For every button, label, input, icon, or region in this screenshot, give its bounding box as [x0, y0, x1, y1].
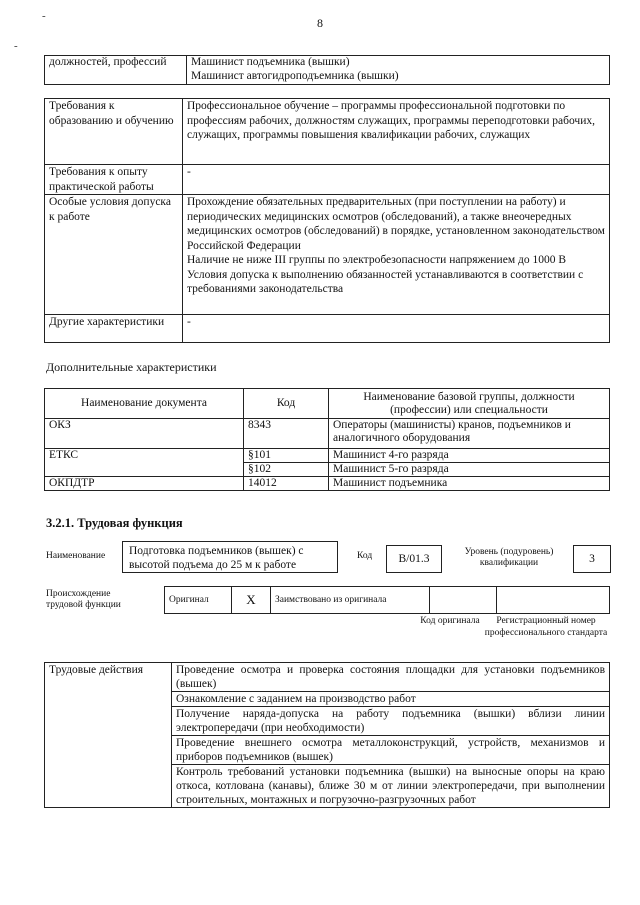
- req-line: Условия допуска к выполнению обязанностей устанавливаются в соответствии с требованиями законодательства: [187, 268, 584, 295]
- code-label: Код: [357, 551, 373, 561]
- margin-mark: -: [14, 40, 18, 52]
- req-label: Особые условия допуска к работе: [45, 195, 183, 315]
- original-label: Оригинал: [165, 587, 232, 614]
- code-cell: 8343: [244, 419, 329, 449]
- col-header: Наименование базовой группы, должности (профессии) или специальности: [329, 389, 610, 419]
- doc-cell: ЕТКС: [45, 449, 244, 477]
- req-line: Прохождение обязательных предварительных (при поступлении на работу) и периодических медицинских осмотров (обследований), а также внеочередных медицинских осмотров (обследований) в порядке, установленном законодательством Российской Федерации: [187, 196, 605, 252]
- caption-reg: Регистрационный номер профессионального стандарта: [484, 616, 608, 638]
- req-label: Требования к опыту практической работы: [45, 165, 183, 195]
- origin-code-cell: [430, 587, 497, 614]
- additional-table: [44, 388, 610, 491]
- origin-reg-cell: [497, 587, 610, 614]
- code-cell: §102: [244, 463, 329, 477]
- professions-table: [44, 55, 610, 85]
- additional-title: Дополнительные характеристики: [46, 360, 217, 374]
- doc-cell: ОКПДТР: [45, 477, 244, 491]
- req-label: Другие характеристики: [45, 315, 183, 343]
- action-item: Проведение осмотра и проверка состояния площадки для установки подъемников (вышек): [172, 663, 610, 692]
- professions-values: [187, 56, 610, 85]
- name-cell: Машинист 4-го разряда: [329, 449, 610, 463]
- action-item: Ознакомление с заданием на производство работ: [172, 692, 610, 707]
- action-item: Получение наряда-допуска на работу подъемника (вышки) вблизи линии электропередачи (при необходимости): [172, 707, 610, 736]
- req-value: -: [183, 315, 610, 343]
- action-item: Проведение внешнего осмотра металлоконструкций, устройств, механизмов и приборов подъемников (вышек): [172, 736, 610, 765]
- origin-table: [164, 586, 610, 614]
- col-header: Наименование документа: [45, 389, 244, 419]
- code-cell: 14012: [244, 477, 329, 491]
- level-label: Уровень (подуровень) квалификации: [464, 547, 554, 568]
- name-cell: Машинист подъемника: [329, 477, 610, 491]
- req-value: -: [183, 165, 610, 195]
- profession-item: Машинист подъемника (вышки): [191, 56, 350, 68]
- actions-table: [44, 662, 610, 808]
- origin-label: Происхождение трудовой функции: [46, 589, 121, 610]
- function-heading: 3.2.1. Трудовая функция: [46, 516, 183, 530]
- name-cell: Машинист 5-го разряда: [329, 463, 610, 477]
- req-line: Наличие не ниже III группы по электробезопасности напряжением до 1000 В: [187, 254, 566, 266]
- page-number: 8: [317, 16, 323, 30]
- function-code: В/01.3: [386, 545, 442, 573]
- name-label: Наименование: [46, 551, 106, 561]
- name-cell: Операторы (машинисты) кранов, подъемников и аналогичного оборудования: [329, 419, 610, 449]
- code-cell: §101: [244, 449, 329, 463]
- doc-cell: ОКЗ: [45, 419, 244, 449]
- profession-item: Машинист автогидроподъемника (вышки): [191, 69, 399, 82]
- actions-label: Трудовые действия: [45, 663, 172, 808]
- level-value: 3: [573, 545, 611, 573]
- req-label: Требования к образованию и обучению: [45, 99, 183, 165]
- col-header: Код: [244, 389, 329, 419]
- professions-label: должностей, профессий: [45, 56, 187, 85]
- original-mark: X: [232, 587, 271, 614]
- function-name: Подготовка подъемников (вышек) с высотой подъема до 25 м к работе: [122, 541, 338, 573]
- borrowed-label: Заимствовано из оригинала: [271, 587, 430, 614]
- req-value: [183, 195, 610, 315]
- action-item: Контроль требований установки подъемника (вышки) на выносные опоры на краю откоса, котлована (канавы), ближе 30 м от линии электропередачи, при выполнении строительных, монтажных и погрузочно-разгрузочных работ: [172, 765, 610, 808]
- caption-code: Код оригинала: [420, 616, 480, 626]
- margin-mark: -: [42, 10, 46, 22]
- requirements-table: [44, 98, 610, 343]
- req-value: Профессиональное обучение – программы профессиональной подготовки по профессиям рабочих, должностям служащих, программы переподготовки рабочих, служащих, программы повышения квалификации рабочих, служащих: [183, 99, 610, 165]
